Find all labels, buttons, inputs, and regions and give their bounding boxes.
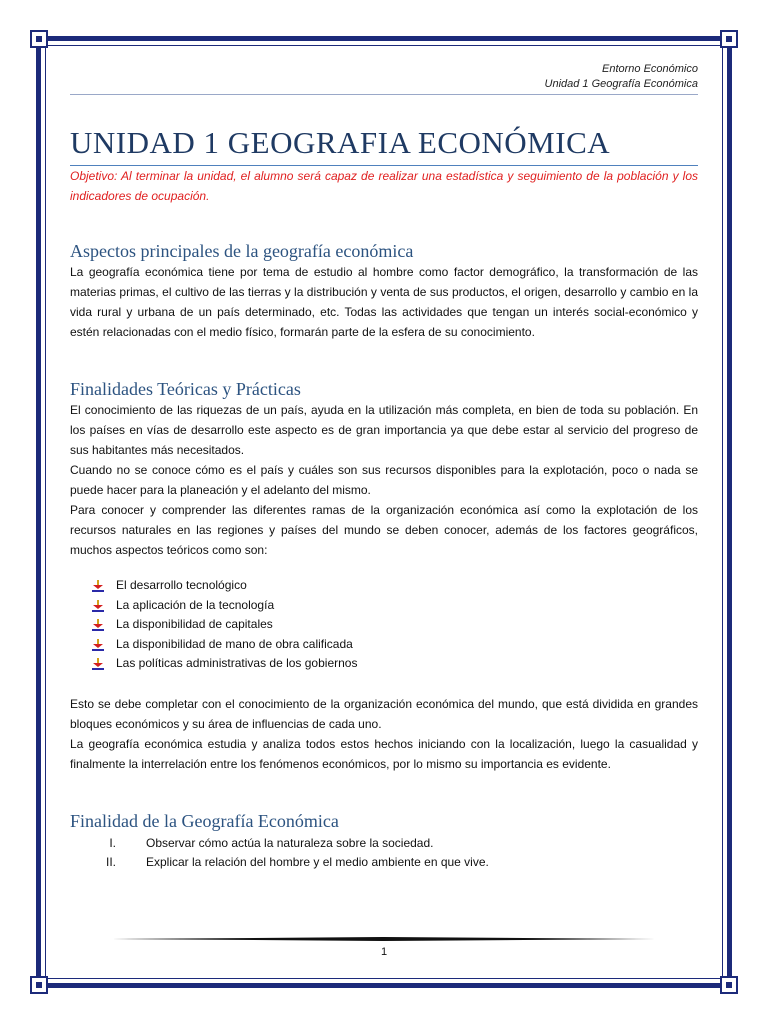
section-heading: Finalidades Teóricas y Prácticas	[70, 379, 301, 399]
section-paragraph: La geografía económica estudia y analiza todos estos hechos iniciando con la localización, luego la casualidad y finalmente la interrelación entre los fenómenos económicos, por lo mismo su importancia es evidente.	[70, 736, 698, 771]
list-item	[92, 596, 698, 616]
corner-ornament-icon	[720, 30, 738, 48]
footer-divider	[112, 937, 656, 941]
arrow-down-bullet-icon	[92, 580, 104, 592]
section-aspectos	[70, 240, 698, 342]
header-line-1: Entorno Económico	[602, 63, 698, 75]
arrow-down-bullet-icon	[92, 600, 104, 612]
list-item	[92, 635, 698, 655]
list-item-label: La disponibilidad de mano de obra calificada	[116, 636, 353, 651]
list-item-label: El desarrollo tecnológico	[116, 578, 247, 592]
list-item-label: Las políticas administrativas de los gobiernos	[116, 656, 358, 670]
page-title: UNIDAD 1 GEOGRAFIA ECONÓMICA	[70, 125, 698, 166]
header-line-2: Unidad 1 Geografía Económica	[544, 78, 698, 90]
page-number: 1	[380, 946, 388, 958]
section-paragraph: Esto se debe completar con el conocimiento de la organización económica del mundo, que está dividida en grandes bloques económicos y su área de influencias de cada uno.	[70, 696, 698, 731]
section-paragraph: Para conocer y comprender las diferentes ramas de la organización económica así como la explotación de los recursos naturales en las regiones y países del mundo se deben conocer, además de los factores geográficos, muchos aspectos teóricos como son:	[70, 503, 698, 557]
arrow-down-bullet-icon	[92, 619, 104, 631]
section-finalidad	[70, 810, 698, 873]
arrow-down-bullet-icon	[92, 639, 104, 651]
running-header	[70, 62, 698, 92]
list-item	[70, 853, 698, 873]
corner-ornament-icon	[30, 30, 48, 48]
list-item-label: La disponibilidad de capitales	[116, 617, 273, 631]
corner-ornament-icon	[720, 976, 738, 994]
list-item-number: II.	[105, 855, 116, 869]
list-item	[70, 834, 698, 854]
section-paragraph: La geografía económica tiene por tema de estudio al hombre como factor demográfico, la transformación de las materias primas, el cultivo de las tierras y la distribución y venta de sus productos, el origen, desarrollo y cambio en la vida rural y urbana de un país determinado, etc. Todas las actividades que tengan un interés social-económico y estén relacionadas con el medio físico, formarán parte de la esfera de su conocimiento.	[70, 265, 698, 339]
arrow-down-bullet-icon	[92, 658, 104, 670]
list-item-label: Explicar la relación del hombre y el medio ambiente en que vive.	[146, 855, 489, 869]
list-item	[92, 615, 698, 635]
list-item	[92, 654, 698, 674]
numbered-list	[70, 834, 698, 873]
corner-ornament-icon	[30, 976, 48, 994]
list-item-label: La aplicación de la tecnología	[116, 597, 275, 612]
section-heading: Finalidad de la Geografía Económica	[70, 810, 339, 831]
section-paragraph: El conocimiento de las riquezas de un país, ayuda en la utilización más completa, en bien de toda su población. En los países en vías de desarrollo este aspecto es de gran importancia ya que debe estar al servicio del progreso de sus habitantes más necesitados.	[70, 403, 698, 457]
section-heading: Aspectos principales de la geografía económica	[70, 241, 414, 261]
section-paragraph: Cuando no se conoce cómo es el país y cuáles son sus recursos disponibles para la explotación, poco o nada se puede hacer para la planeación y el adelanto del mismo.	[70, 463, 698, 497]
page-content	[70, 62, 698, 873]
closing-paragraphs	[70, 694, 698, 774]
list-item-label: Observar cómo actúa la naturaleza sobre la sociedad.	[146, 835, 434, 850]
list-item	[92, 576, 698, 596]
list-item-number: I.	[109, 835, 116, 850]
objective-text: Objetivo: Al terminar la unidad, el alumno será capaz de realizar una estadística y seguimiento de la población y los indicadores de ocupación.	[70, 169, 698, 203]
header-divider	[70, 94, 698, 95]
bullet-list	[70, 576, 698, 674]
section-finalidades	[70, 378, 698, 774]
